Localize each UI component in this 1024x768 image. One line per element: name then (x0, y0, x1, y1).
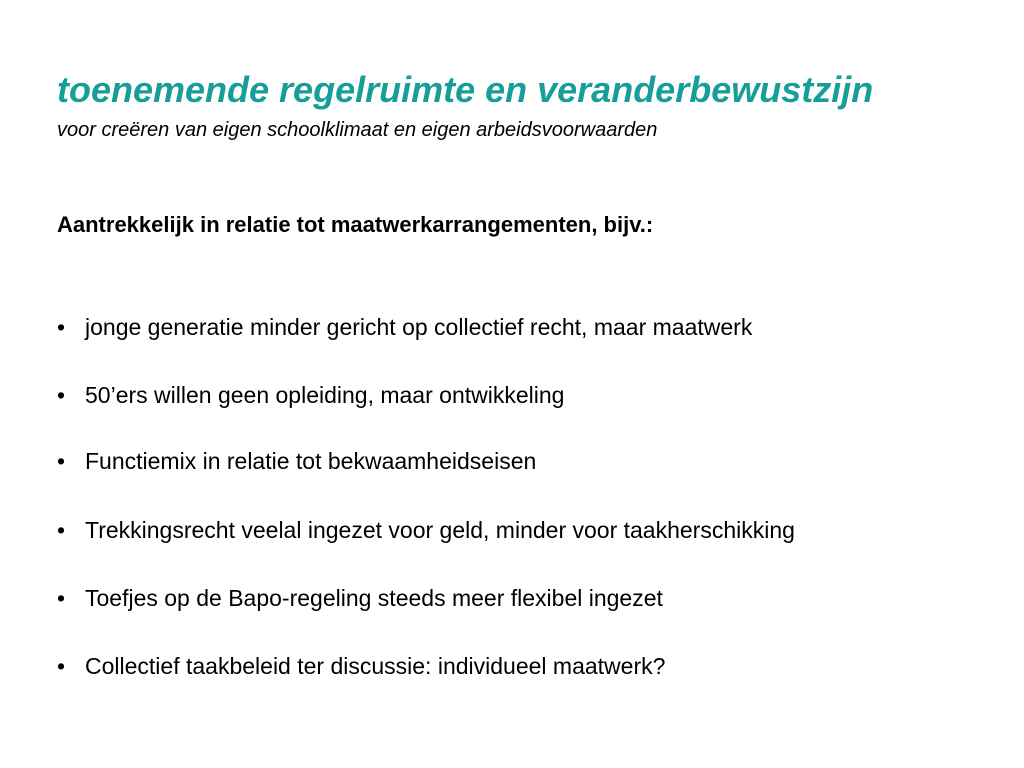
bullet-dot-icon: • (57, 448, 66, 474)
bullet-dot-icon: • (57, 585, 66, 611)
intro-heading: Aantrekkelijk in relatie tot maatwerkarrangementen, bijv.: (57, 212, 654, 237)
bullet-text: 50’ers willen geen opleiding, maar ontwikkeling (85, 382, 565, 408)
bullet-text: Collectief taakbeleid ter discussie: individueel maatwerk? (85, 653, 666, 679)
bullet-dot-icon: • (57, 517, 66, 543)
bullet-text: Toefjes op de Bapo-regeling steeds meer flexibel ingezet (85, 585, 663, 611)
bullet-dot-icon: • (57, 382, 66, 408)
bullet-dot-icon: • (57, 653, 66, 679)
bullet-dot-icon: • (57, 314, 66, 340)
slide-title: toenemende regelruimte en veranderbewustzijn (57, 69, 874, 110)
bullet-text: Trekkingsrecht veelal ingezet voor geld, minder voor taakherschikking (85, 517, 795, 543)
bullet-text: Functiemix in relatie tot bekwaamheidseisen (85, 448, 537, 474)
slide-subtitle: voor creëren van eigen schoolklimaat en eigen arbeidsvoorwaarden (57, 119, 658, 141)
bullet-text: jonge generatie minder gericht op collectief recht, maar maatwerk (85, 314, 753, 340)
